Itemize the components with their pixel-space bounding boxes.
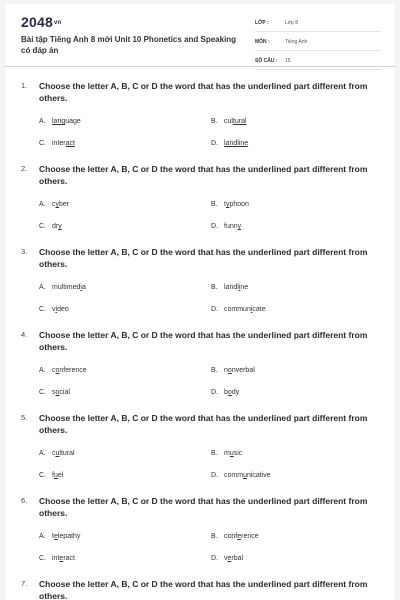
- meta-key: SỐ CÂU :: [255, 58, 278, 64]
- option-underlined-part: u: [229, 450, 234, 457]
- question-number: 4.: [21, 330, 28, 339]
- option-word-start: s: [52, 389, 56, 396]
- option-letter: B.: [211, 533, 218, 540]
- answer-option[interactable]: [211, 472, 271, 479]
- option-word-end: sic: [233, 450, 243, 457]
- meta-value: Tiếng Anh: [285, 39, 308, 45]
- answer-option[interactable]: [211, 201, 249, 208]
- option-word-start: dr: [52, 223, 59, 230]
- answer-option[interactable]: [211, 450, 242, 457]
- option-word-end: ne: [240, 284, 249, 291]
- meta-row-subject: [255, 35, 381, 51]
- option-underlined-part: act: [65, 140, 75, 147]
- answer-option[interactable]: [39, 367, 87, 374]
- option-underlined-part: y: [58, 223, 62, 230]
- option-underlined-part: u: [55, 450, 60, 457]
- option-letter: A.: [39, 118, 46, 125]
- option-letter: A.: [39, 367, 46, 374]
- option-word-end: deo: [57, 306, 69, 313]
- option-word-start: v: [52, 306, 56, 313]
- answer-option[interactable]: [211, 533, 259, 540]
- option-letter: B.: [211, 450, 218, 457]
- answer-option[interactable]: [39, 472, 63, 479]
- option-underlined-part: e: [227, 555, 232, 562]
- answer-option[interactable]: [211, 367, 255, 374]
- option-word-end: rence: [241, 533, 259, 540]
- option-underlined-part: o: [55, 389, 60, 396]
- option-letter: D.: [211, 555, 218, 562]
- option-letter: C.: [39, 140, 46, 147]
- worksheet-header: [5, 4, 395, 67]
- option-word-start: cul: [224, 118, 233, 125]
- logo-suffix: vn: [53, 20, 62, 27]
- option-word-start: landl: [224, 284, 239, 291]
- option-word-end: nicative: [246, 472, 271, 479]
- logo-text: 2048: [21, 14, 53, 30]
- worksheet: [5, 4, 395, 600]
- option-word-start: c: [52, 201, 56, 208]
- answer-option[interactable]: [39, 118, 81, 125]
- answer-option[interactable]: [39, 533, 80, 540]
- option-word-end: nference: [59, 367, 87, 374]
- question-number: 3.: [21, 247, 28, 256]
- option-letter: B.: [211, 118, 218, 125]
- question-number: 5.: [21, 413, 28, 422]
- answer-option[interactable]: [39, 201, 69, 208]
- answer-option[interactable]: [211, 306, 266, 313]
- option-word-end: phoon: [229, 201, 249, 208]
- option-letter: B.: [211, 284, 218, 291]
- option-letter: B.: [211, 367, 218, 374]
- answer-option[interactable]: [39, 223, 62, 230]
- option-letter: D.: [211, 389, 218, 396]
- option-word-end: a: [81, 284, 86, 291]
- option-letter: A.: [39, 450, 46, 457]
- option-word-end: rbal: [231, 555, 244, 562]
- option-word-start: t: [52, 533, 54, 540]
- option-letter: C.: [39, 306, 46, 313]
- worksheet-title: Bài tập Tiếng Anh 8 mới Unit 10 Phonetics and Speaking có đáp án: [21, 35, 237, 55]
- option-word-end: uage: [65, 118, 81, 125]
- question-text: Choose the letter A, B, C or D the word that has the underlined part different from others.: [39, 247, 368, 269]
- meta-value: Lớp 8: [285, 20, 299, 26]
- option-letter: D.: [211, 306, 218, 313]
- option-word-start: comm: [224, 472, 244, 479]
- option-word-end: ber: [59, 201, 70, 208]
- option-letter: C.: [39, 472, 46, 479]
- option-letter: A.: [39, 201, 46, 208]
- option-letter: D.: [211, 223, 218, 230]
- option-underlined-part: y: [55, 201, 59, 208]
- option-underlined-part: i: [238, 284, 241, 291]
- question-text: Choose the letter A, B, C or D the word that has the underlined part different from others.: [39, 330, 368, 352]
- answer-option[interactable]: [39, 450, 75, 457]
- option-word-start: inter: [52, 140, 66, 147]
- answer-option[interactable]: [39, 306, 69, 313]
- option-letter: A.: [39, 533, 46, 540]
- option-word-start: b: [224, 389, 228, 396]
- option-letter: D.: [211, 472, 218, 479]
- option-underlined-part: e: [237, 533, 242, 540]
- question-number: 6.: [21, 496, 28, 505]
- question-text: Choose the letter A, B, C or D the word that has the underlined part different from others.: [39, 164, 368, 186]
- meta-key: MÔN :: [255, 39, 270, 45]
- answer-option[interactable]: [211, 223, 241, 230]
- option-underlined-part: i: [80, 284, 82, 291]
- option-word-end: el: [57, 472, 64, 479]
- option-underlined-part: e: [53, 533, 58, 540]
- question-number: 2.: [21, 164, 28, 173]
- question-number: 7.: [21, 579, 28, 588]
- option-word-start: c: [52, 367, 56, 374]
- option-word-start: conf: [224, 533, 238, 540]
- option-underlined-part: i: [250, 306, 253, 313]
- answer-option[interactable]: [211, 389, 239, 396]
- option-word-start: multimed: [52, 284, 81, 291]
- question-text: Choose the letter A, B, C or D the word that has the underlined part different from others.: [39, 496, 368, 518]
- option-word-end: nverbal: [231, 367, 255, 374]
- option-letter: C.: [39, 389, 46, 396]
- option-letter: D.: [211, 140, 218, 147]
- meta-row-class: [255, 16, 381, 32]
- option-underlined-part: o: [227, 389, 232, 396]
- option-underlined-part: tural: [232, 118, 247, 125]
- option-word-end: ract: [63, 555, 75, 562]
- answer-option[interactable]: [211, 140, 248, 147]
- option-word-start: v: [224, 555, 228, 562]
- meta-row-count: [255, 54, 381, 70]
- option-letter: C.: [39, 555, 46, 562]
- option-word-end: dy: [231, 389, 240, 396]
- option-word-start: c: [52, 450, 56, 457]
- option-word-start: m: [224, 450, 230, 457]
- answer-option[interactable]: [39, 140, 75, 147]
- option-word-start: f: [52, 472, 54, 479]
- option-underlined-part: u: [53, 472, 58, 479]
- option-underlined-part: u: [243, 472, 247, 479]
- question-text: Choose the letter A, B, C or D the word that has the underlined part different from others.: [39, 81, 368, 103]
- site-logo[interactable]: [21, 14, 61, 30]
- answer-option[interactable]: [39, 284, 86, 291]
- answer-option[interactable]: [211, 118, 247, 125]
- option-underlined-part: lang: [52, 118, 66, 125]
- option-word-start: n: [224, 367, 228, 374]
- option-word-start: t: [224, 201, 226, 208]
- answer-option[interactable]: [211, 284, 248, 291]
- option-word-end: ltural: [59, 450, 75, 457]
- option-underlined-part: o: [227, 367, 232, 374]
- option-underlined-part: i: [55, 306, 58, 313]
- answer-option[interactable]: [211, 555, 243, 562]
- question-number: 1.: [21, 81, 28, 90]
- option-letter: A.: [39, 284, 46, 291]
- option-letter: C.: [39, 223, 46, 230]
- option-word-start: funn: [224, 223, 238, 230]
- meta-key: LỚP :: [255, 20, 269, 26]
- option-word-start: int: [52, 555, 60, 562]
- question-text: Choose the letter A, B, C or D the word that has the underlined part different from others.: [39, 413, 368, 435]
- option-word-start: commun: [224, 306, 251, 313]
- option-word-end: cate: [252, 306, 266, 313]
- option-underlined-part: o: [55, 367, 60, 374]
- option-word-end: lepathy: [57, 533, 81, 540]
- option-underlined-part: y: [225, 201, 230, 208]
- meta-value: 15: [285, 58, 291, 64]
- option-underlined-part: e: [59, 555, 64, 562]
- option-letter: B.: [211, 201, 218, 208]
- worksheet-meta: [255, 16, 381, 73]
- question-text: Choose the letter A, B, C or D the word that has the underlined part different from others.: [39, 579, 368, 600]
- answer-option[interactable]: [39, 389, 70, 396]
- option-word-end: cial: [59, 389, 70, 396]
- option-underlined-part: y: [237, 223, 242, 230]
- answer-option[interactable]: [39, 555, 75, 562]
- option-underlined-part: landline: [224, 140, 249, 147]
